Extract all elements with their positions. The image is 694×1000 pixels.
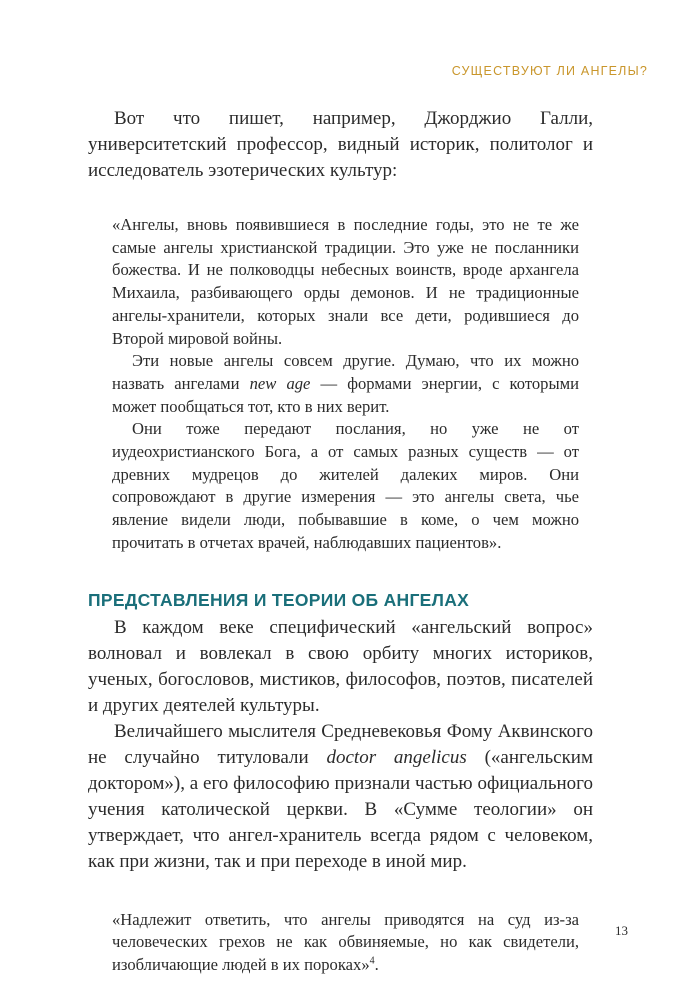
page-content [88, 106, 593, 977]
quote-galli-paragraph-3: Они тоже передают послания, но уже не от иудеохристианского Бога, а от самых разных существ — от древних мудрецов до жителей далеких миров. Они сопровождают в другие измерения — это ангелы света, чье явление видели люди, побывавшие в коме, о чем можно прочитать в отчетах врачей, наблюдавших пациентов». [112, 419, 579, 552]
quote-aquinas-text: «Надлежит ответить, что ангелы приводятся на суд из-за человеческих грехов не как обвиняемые, но как свидетели, изобличающие людей в их пороках» [112, 909, 579, 974]
running-title: СУЩЕСТВУЮТ ЛИ АНГЕЛЫ? [451, 64, 648, 78]
section-paragraph-1: В каждом веке специфический «ангельский вопрос» волновал и вовлекал в свою орбиту многих историков, ученых, богословов, мистиков, философов, поэтов, писателей и других деятелей культуры. [88, 616, 593, 716]
new-age-term: new age [249, 373, 311, 393]
quote-galli [112, 214, 579, 555]
doctor-angelicus-term: doctor angelicus [326, 746, 467, 768]
section-p2-start: Величайшего мыслителя Средневековья Фому Аквинского не случайно титуловали [88, 720, 593, 768]
section-paragraph-2 [88, 719, 593, 875]
quote-aquinas-paragraph [112, 909, 579, 977]
quote-aquinas-end: . [374, 954, 379, 974]
section-heading: ПРЕДСТАВЛЕНИЯ И ТЕОРИИ ОБ АНГЕЛАХ [88, 589, 470, 610]
intro-paragraph: Вот что пишет, например, Джорджио Галли, университетский профессор, видный историк, политолог и исследователь эзотерических культур: [88, 108, 593, 181]
footnote-ref[interactable]: 4 [369, 955, 375, 967]
section-p2-end: («ангельским доктором»), а его философию признали частью официального учения католической церкви. В «Сумме теологии» он утверждает, что ангел-хранитель всегда рядом с человеком, как при жизни, так и при переходе в иной мир. [88, 746, 593, 872]
page-number: 13 [615, 923, 628, 938]
quote-galli-paragraph-2 [112, 350, 579, 418]
quote-galli-p2-start: Эти новые ангелы совсем другие. Думаю, что их можно назвать ангелами [112, 351, 579, 393]
quote-galli-paragraph-1: «Ангелы, вновь появившиеся в последние годы, это не те же самые ангелы христианской традиции. Это уже не посланники божества. И не полководцы небесных воинств, вроде архангела Михаила, разбивающего орды демонов. И не традиционные ангелы-хранители, которых знали все дети, родившиеся до Второй мировой войны. [112, 215, 579, 348]
quote-galli-p2-end: — формами энергии, с которыми может пообщаться тот, кто в них верит. [112, 373, 580, 416]
quote-aquinas [112, 909, 579, 977]
